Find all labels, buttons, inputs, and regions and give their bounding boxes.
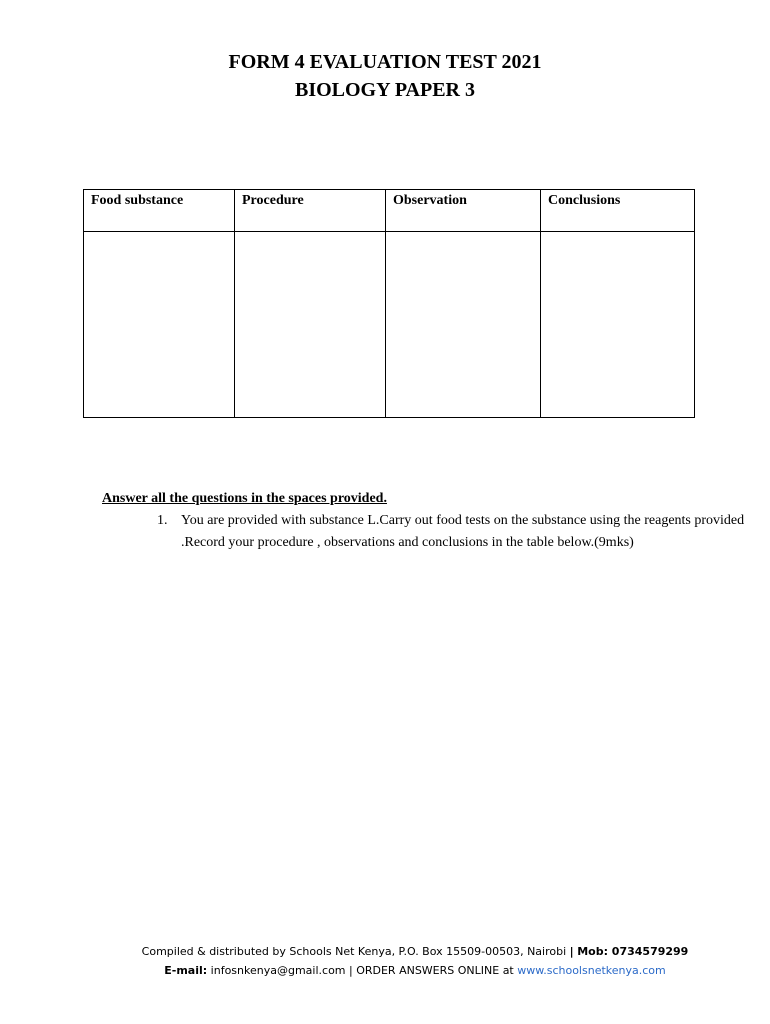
instructions-heading: Answer all the questions in the spaces provided. [102, 491, 387, 506]
footer-line-1 [0, 942, 770, 961]
footer-website-link[interactable]: www.schoolsnetkenya.com [517, 964, 666, 977]
header-procedure: Procedure [235, 190, 386, 232]
footer-mobile: Mob: 0734579299 [577, 945, 689, 958]
question-text: You are provided with substance L.Carry out food tests on the substance using the reagents provided .Record your procedure , observations and conclusions in the table below.(9mks) [181, 513, 745, 550]
header-conclusions: Conclusions [541, 190, 695, 232]
cell-food-substance[interactable] [84, 232, 235, 418]
header-food-substance: Food substance [84, 190, 235, 232]
question-item [157, 510, 747, 554]
footer-separator: | [569, 945, 574, 958]
page-footer [0, 942, 770, 980]
footer-publisher: Compiled & distributed by Schools Net Kenya, P.O. Box 15509-00503, Nairobi [141, 945, 567, 958]
table-header-row [84, 190, 695, 232]
table-row [84, 232, 695, 418]
cell-conclusions[interactable] [541, 232, 695, 418]
question-number: 1. [157, 513, 168, 528]
document-title: FORM 4 EVALUATION TEST 2021 [228, 51, 542, 73]
header-observation: Observation [386, 190, 541, 232]
document-subtitle: BIOLOGY PAPER 3 [294, 79, 475, 101]
cell-procedure[interactable] [235, 232, 386, 418]
food-test-table [83, 189, 695, 418]
footer-email-label: E-mail: [164, 964, 208, 977]
cell-observation[interactable] [386, 232, 541, 418]
footer-email: infosnkenya@gmail.com | ORDER ANSWERS ONLINE at [210, 964, 514, 977]
footer-line-2 [0, 961, 770, 980]
